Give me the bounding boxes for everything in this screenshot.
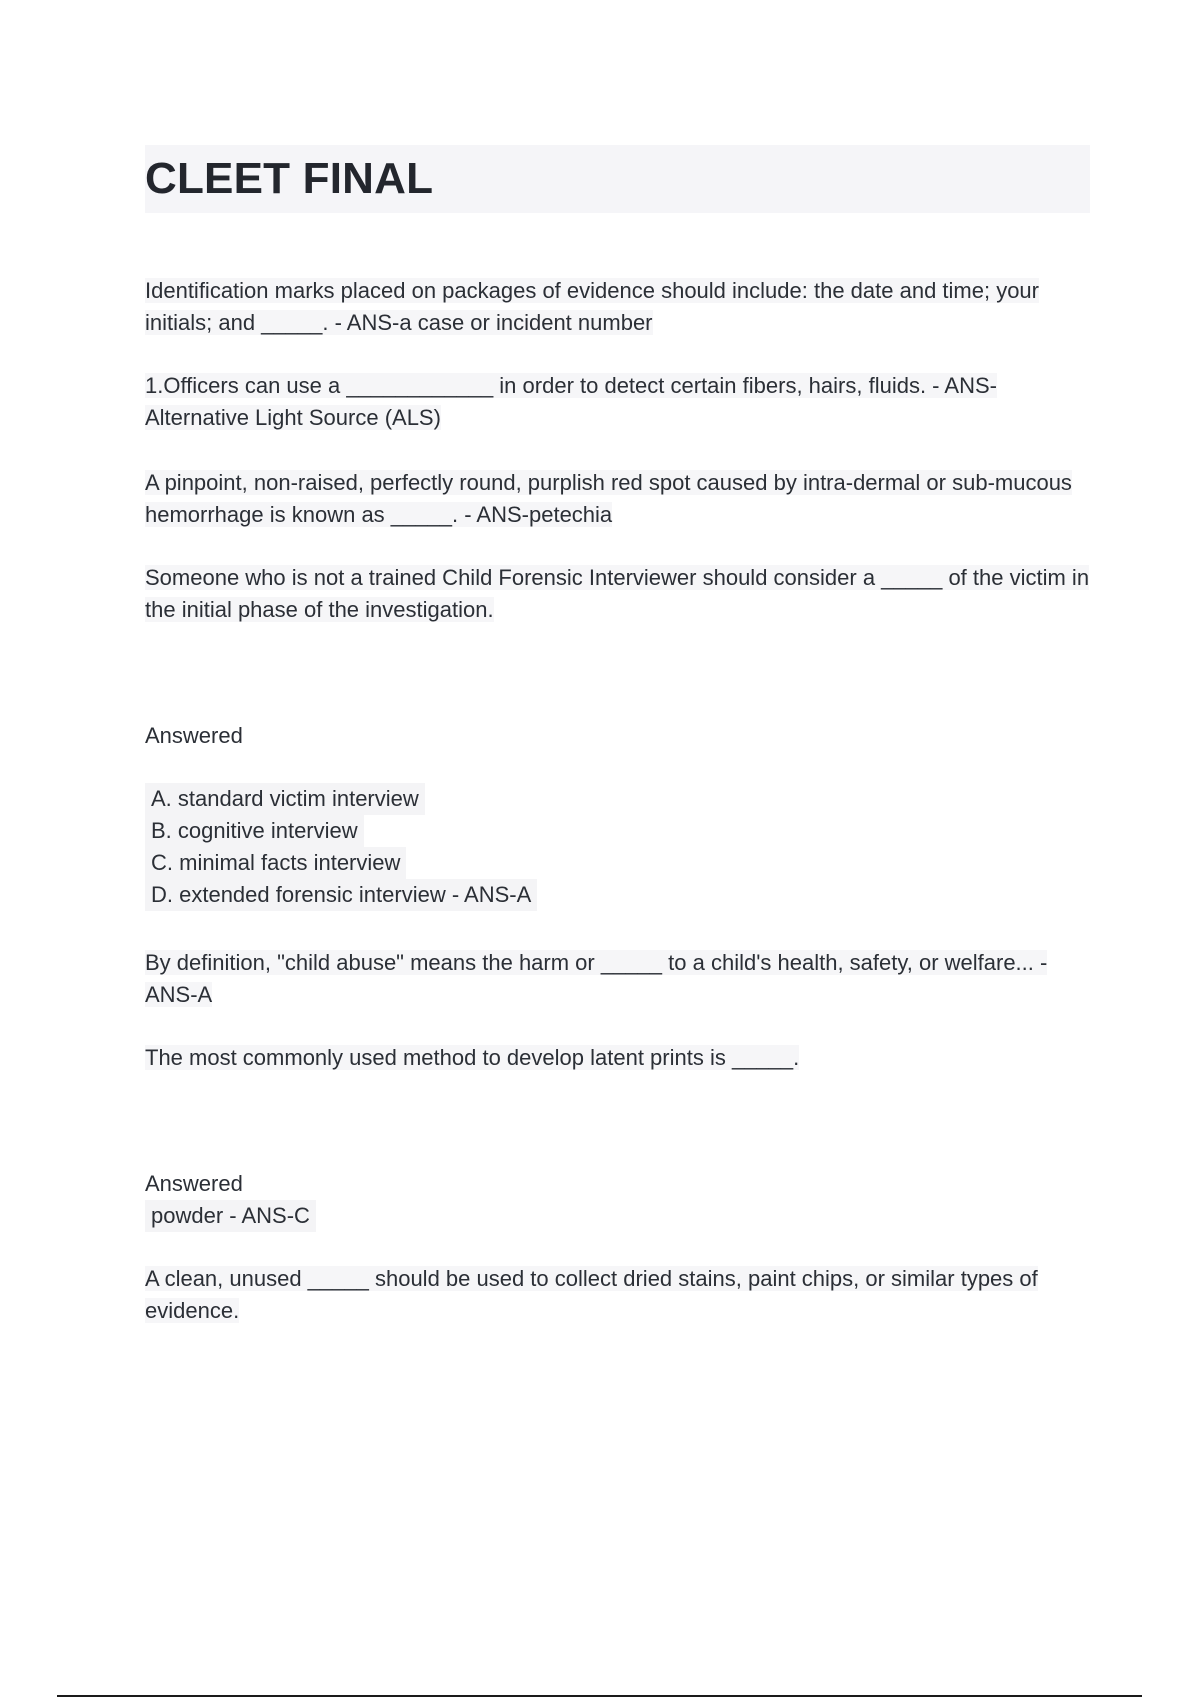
document-page [145,145,1090,1323]
question-4-text: Someone who is not a trained Child Forensic Interviewer should consider a _____ of the victim in the initial phase of the investigation. [145,565,1090,622]
option-b: B. cognitive interview [145,815,745,847]
question-6-text: The most commonly used method to develop latent prints is _____. [145,1045,800,1070]
question-4 [145,562,1090,626]
question-3 [145,467,1090,531]
question-7-text: A clean, unused _____ should be used to collect dried stains, paint chips, or similar types of evidence. [145,1266,1038,1323]
question-5 [145,947,1090,1011]
question-5-text: By definition, "child abuse" means the harm or _____ to a child's health, safety, or welfare... - ANS-A [145,950,1048,1007]
question-6 [145,1042,1090,1074]
question-1-text: Identification marks placed on packages of evidence should include: the date and time; your initials; and _____. - ANS-a case or incident number [145,278,1039,335]
document-title: CLEET FINAL [145,154,434,203]
question-2 [145,370,1090,434]
option-a: A. standard victim interview [145,783,745,815]
option-c: C. minimal facts interview [145,847,745,879]
question-3-text: A pinpoint, non-raised, perfectly round, purplish red spot caused by intra-dermal or sub-mucous hemorrhage is known as _____. - ANS-petechia [145,470,1072,527]
question-4-options [145,783,745,911]
question-2-text: 1.Officers can use a ____________ in order to detect certain fibers, hairs, fluids. - ANS-Alternative Light Source (ALS) [145,373,997,430]
question-4-answered-label: Answered [145,723,243,748]
option-d: D. extended forensic interview - ANS-A [145,879,745,911]
question-6-answer: powder - ANS-C [145,1200,316,1232]
title-bar [145,145,1090,213]
page-bottom-rule [57,1695,1142,1697]
question-1 [145,275,1090,339]
question-7 [145,1263,1090,1327]
question-6-answered-label: Answered [145,1171,243,1196]
